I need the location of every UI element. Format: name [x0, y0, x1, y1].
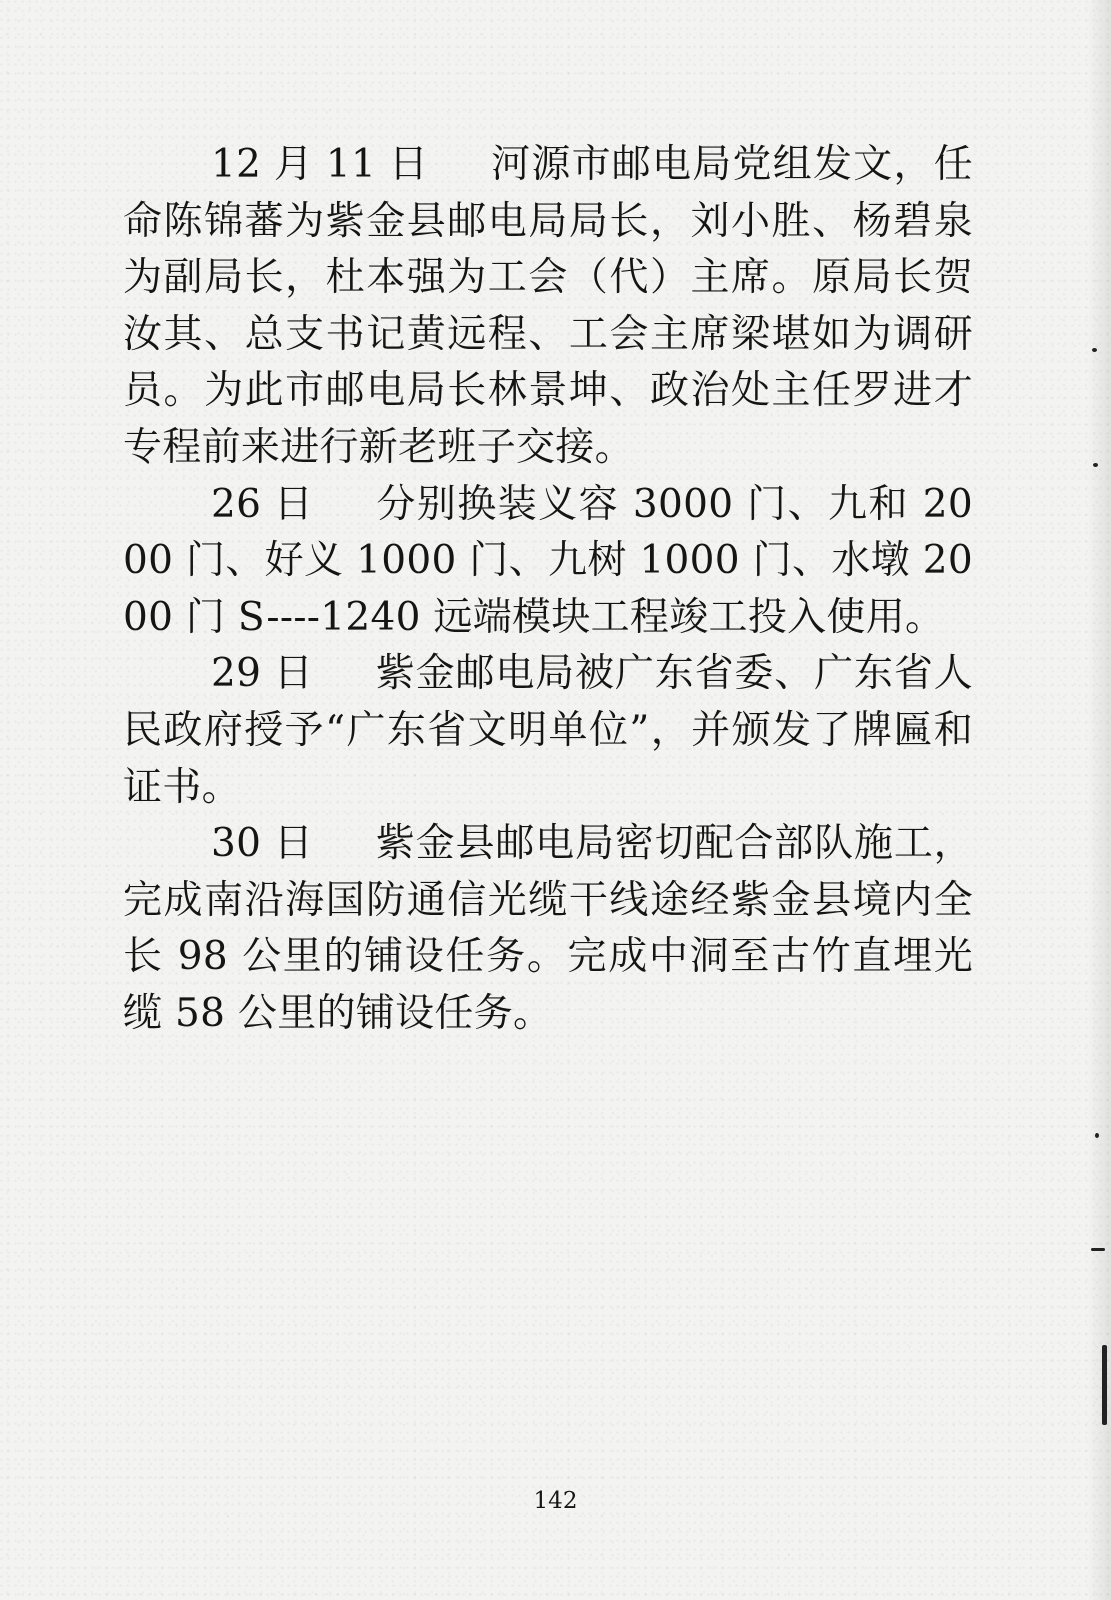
scan-speck [1091, 1248, 1105, 1251]
scan-edge-marks [1071, 0, 1111, 1600]
entry-text: 河源市邮电局党组发文，任命陈锦蕃为紫金县邮电局局长，刘小胜、杨碧泉为副局长，杜本强为工会（代）主席。原局长贺汝其、总支书记黄远程、工会主席梁堪如为调研员。为此市邮电局长林景坤、政治处主任罗进才专程前来进行新老班子交接。 [123, 142, 973, 470]
scan-speck [1095, 1133, 1099, 1138]
page-number: 142 [533, 1488, 578, 1514]
entry-date: 30 日 [211, 821, 314, 867]
entry-date: 29 日 [211, 651, 314, 697]
entry-text: 紫金县邮电局密切配合部队施工，完成南沿海国防通信光缆干线途经紫金县境内全长 98 公里的铺设任务。完成中洞至古竹直埋光缆 58 公里的铺设任务。 [123, 821, 973, 1036]
entry-text: 分别换装义容 3000 门、九和 2000 门、好义 1000 门、九树 1000 门、水墩 2000 门 S----1240 远端模块工程竣工投入使用。 [123, 481, 973, 640]
entry-date: 12 月 11 日 [211, 142, 429, 187]
chronicle-text [123, 137, 973, 1043]
entry-29 [123, 646, 973, 816]
entry-text: 紫金邮电局被广东省委、广东省人民政府授予“广东省文明单位”，并颁发了牌匾和证书。 [123, 651, 973, 810]
scan-speck [1092, 348, 1097, 352]
scan-speck [1093, 463, 1098, 467]
scan-speck [1102, 1345, 1107, 1425]
entry-26 [123, 477, 973, 647]
entry-dec-11 [123, 137, 973, 477]
entry-date: 26 日 [211, 481, 314, 527]
entry-30 [123, 816, 973, 1042]
